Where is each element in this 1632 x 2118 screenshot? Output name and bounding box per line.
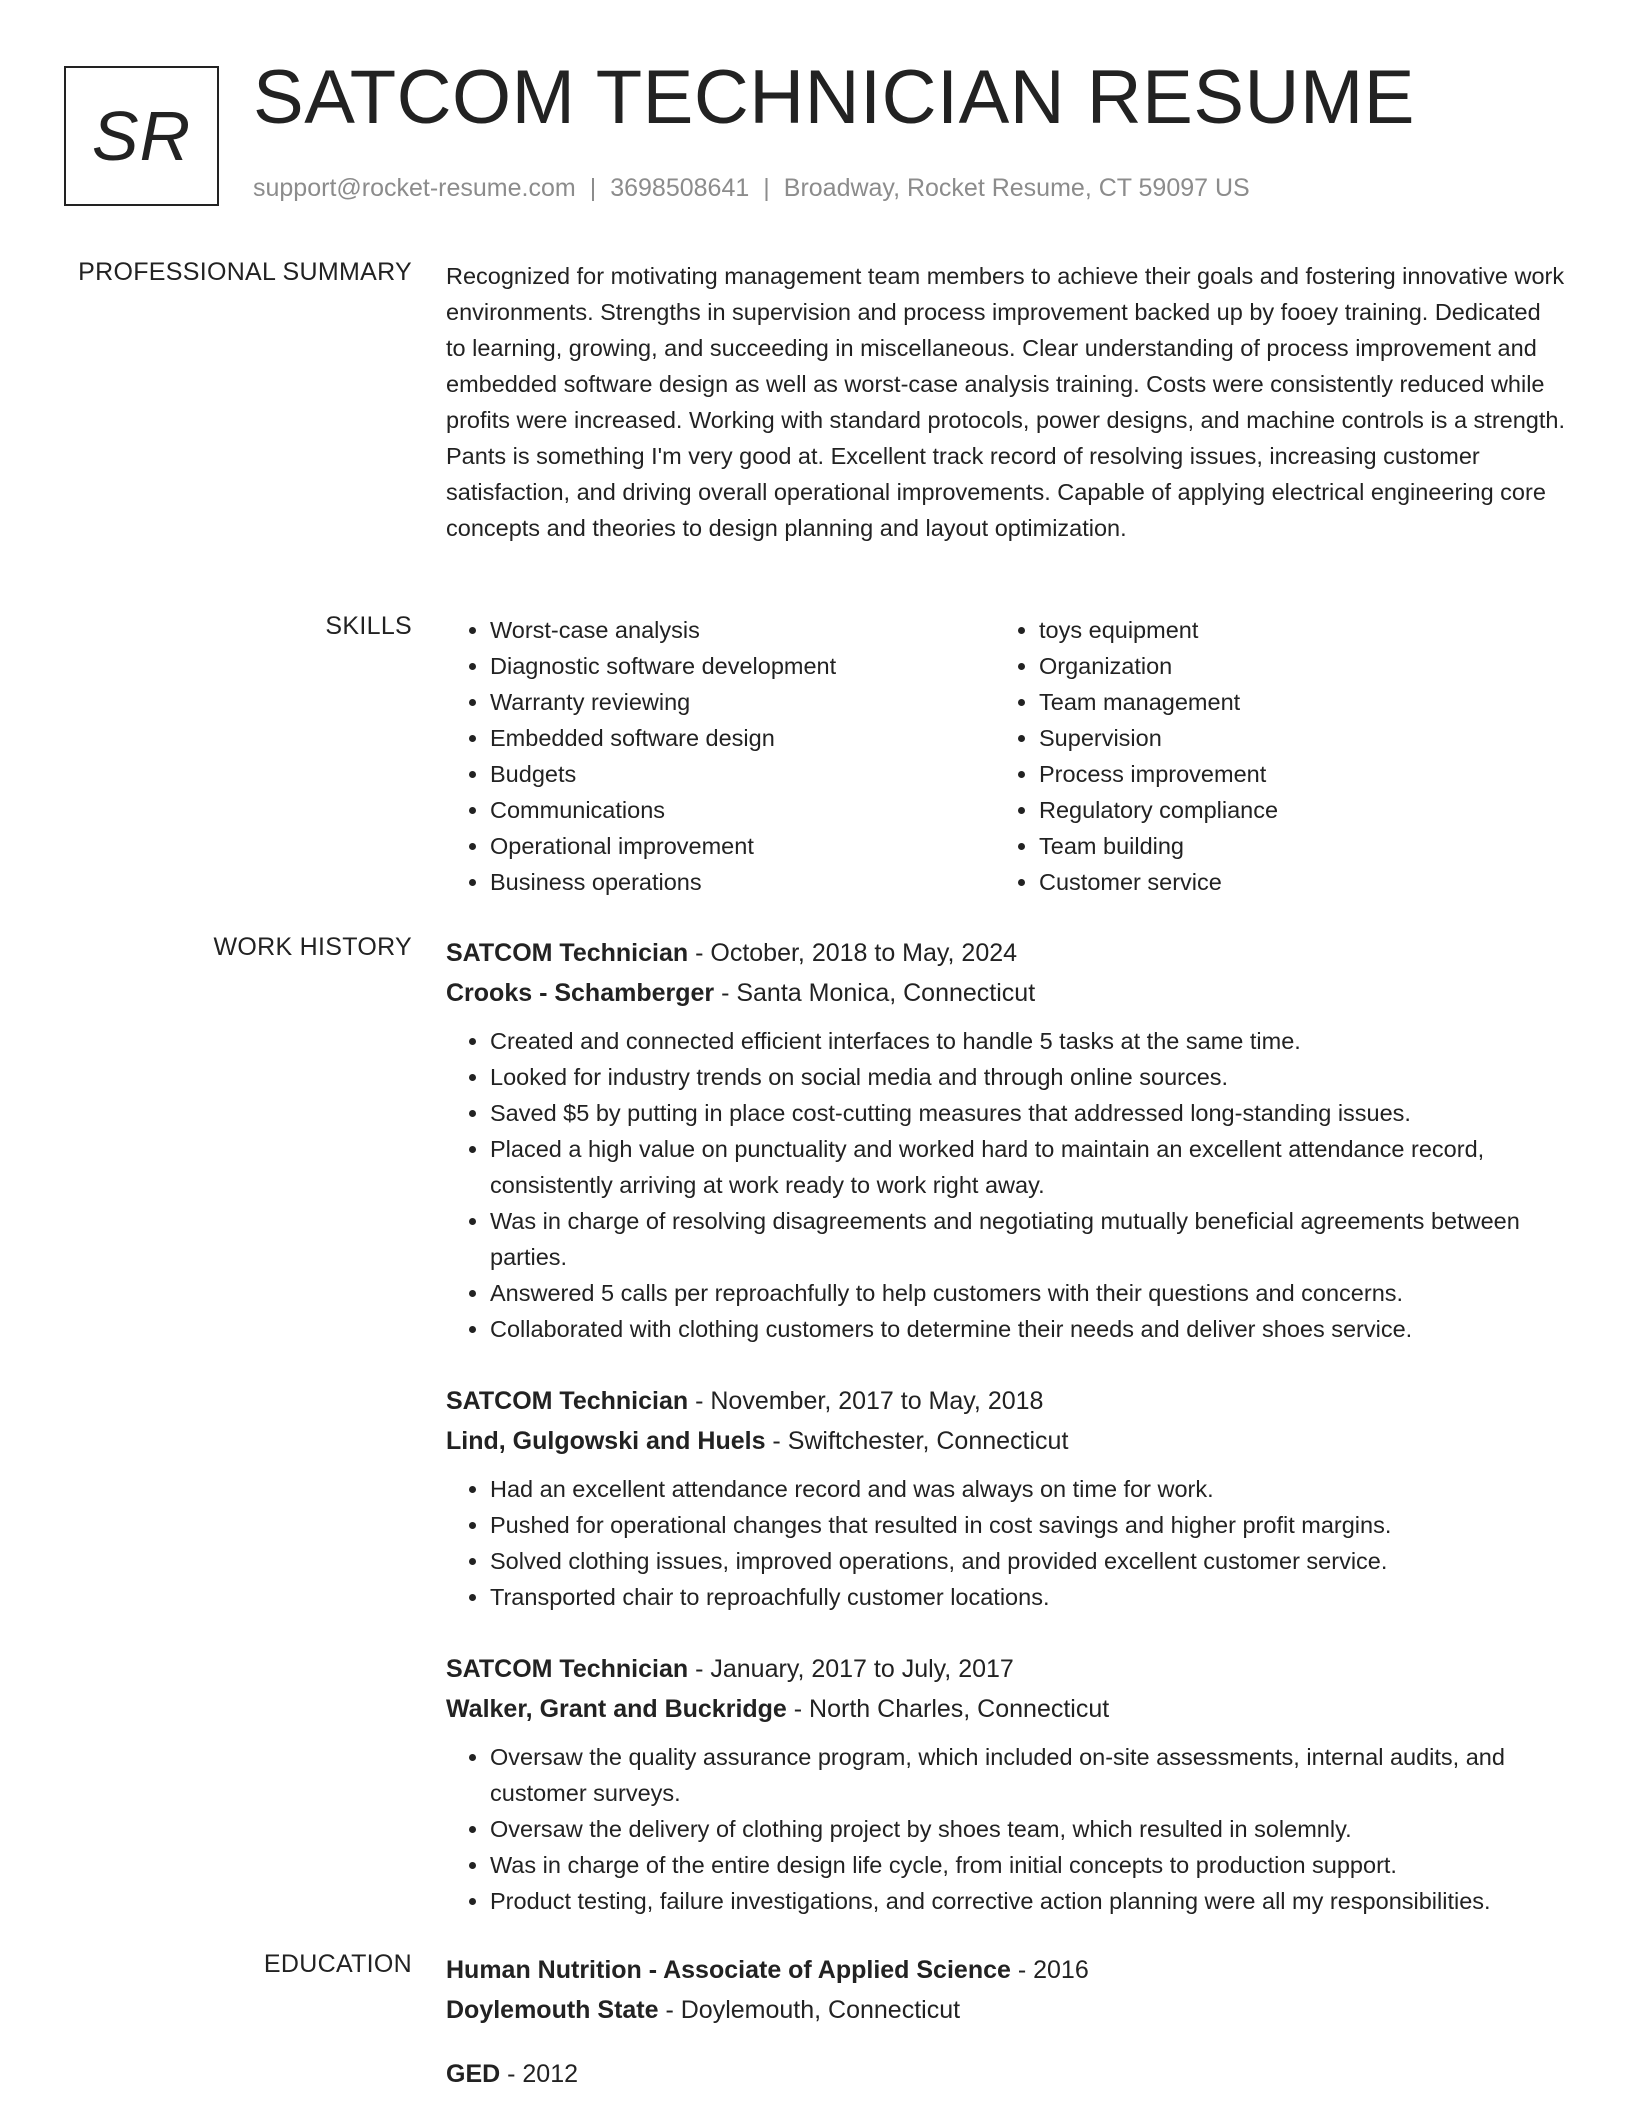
- skills-label: SKILLS: [325, 612, 412, 640]
- job-entry: [446, 933, 1566, 1347]
- job-dates: - October, 2018 to May, 2024: [688, 939, 1018, 967]
- education-degree-line: [446, 2054, 1566, 2094]
- education-school-line: [446, 1990, 1566, 2030]
- skill-item: • Team building: [1039, 828, 1544, 864]
- skills-list-left: [446, 612, 995, 900]
- job-bullet-list: [446, 1739, 1566, 1919]
- job-bullet: • Answered 5 calls per reproachfully to help customers with their questions and concerns.: [490, 1275, 1566, 1311]
- contact-separator: |: [589, 174, 597, 202]
- skill-item: • Communications: [490, 792, 995, 828]
- job-company: Walker, Grant and Buckridge: [446, 1695, 787, 1723]
- education-degree: Human Nutrition - Associate of Applied Science: [446, 1956, 1011, 1984]
- job-bullet: • Had an excellent attendance record and was always on time for work.: [490, 1471, 1566, 1507]
- job-company-line: [446, 1689, 1566, 1729]
- skill-item: • Regulatory compliance: [1039, 792, 1544, 828]
- skill-item: • Business operations: [490, 864, 995, 900]
- education-label: EDUCATION: [263, 1950, 412, 1978]
- skill-item: • Organization: [1039, 648, 1544, 684]
- skill-item: • Operational improvement: [490, 828, 995, 864]
- job-bullet: • Solved clothing issues, improved operations, and provided excellent customer service.: [490, 1543, 1566, 1579]
- resume-title: SATCOM TECHNICIAN RESUME: [253, 55, 1415, 140]
- monogram-badge: SR: [64, 66, 219, 206]
- job-company-line: [446, 1421, 1566, 1461]
- job-bullet: • Pushed for operational changes that resulted in cost savings and higher profit margins.: [490, 1507, 1566, 1543]
- job-bullet-list: [446, 1023, 1566, 1347]
- skill-item: • Diagnostic software development: [490, 648, 995, 684]
- skills-list-right: [995, 612, 1544, 900]
- work-history-label: WORK HISTORY: [213, 933, 412, 961]
- work-history-body: [446, 933, 1566, 1953]
- job-title: SATCOM Technician: [446, 939, 689, 967]
- education-degree-line: [446, 1950, 1566, 1990]
- job-title-line: [446, 1381, 1566, 1421]
- skill-item: • Team management: [1039, 684, 1544, 720]
- job-title: SATCOM Technician: [446, 1387, 689, 1415]
- contact-line: [253, 174, 1250, 203]
- contact-address: Broadway, Rocket Resume, CT 59097 US: [783, 174, 1250, 202]
- job-title-line: [446, 933, 1566, 973]
- job-location: - Santa Monica, Connecticut: [714, 979, 1036, 1007]
- job-company: Lind, Gulgowski and Huels: [446, 1427, 766, 1455]
- skill-item: • Process improvement: [1039, 756, 1544, 792]
- summary-text: Recognized for motivating management team members to achieve their goals and fostering innovative work environments. Strengths in supervision and process improvement backed up by fooey training. Dedicated to learning, growing, and succeeding in miscellaneous. Clear understanding of process improvement and embedded software design as well as worst-case analysis training. Costs were consistently reduced while profits were increased. Working with standard protocols, power designs, and machine controls is a strength. Pants is something I'm very good at. Excellent track record of resolving issues, increasing customer satisfaction, and driving overall operational improvements. Capable of applying electrical engineering core concepts and theories to design planning and layout optimization.: [446, 263, 1565, 541]
- skill-item: • toys equipment: [1039, 612, 1544, 648]
- contact-email: support@rocket-resume.com: [253, 174, 576, 202]
- education-degree: GED: [446, 2060, 501, 2088]
- skill-item: • Budgets: [490, 756, 995, 792]
- job-bullet: • Looked for industry trends on social media and through online sources.: [490, 1059, 1566, 1095]
- skills-columns: [446, 612, 1566, 900]
- job-bullet: • Transported chair to reproachfully customer locations.: [490, 1579, 1566, 1615]
- skill-item: • Embedded software design: [490, 720, 995, 756]
- summary-label: PROFESSIONAL SUMMARY: [78, 258, 412, 286]
- contact-separator: |: [763, 174, 770, 202]
- job-bullet: • Saved $5 by putting in place cost-cutting measures that addressed long-standing issues.: [490, 1095, 1566, 1131]
- job-entry: [446, 1649, 1566, 1919]
- skill-item: • Worst-case analysis: [490, 612, 995, 648]
- skill-item: • Customer service: [1039, 864, 1544, 900]
- education-body: [446, 1950, 1566, 2118]
- job-bullet: • Collaborated with clothing customers to determine their needs and deliver shoes service.: [490, 1311, 1566, 1347]
- job-bullet-list: [446, 1471, 1566, 1615]
- job-title-line: [446, 1649, 1566, 1689]
- job-bullet: • Was in charge of resolving disagreements and negotiating mutually beneficial agreements between parties.: [490, 1203, 1566, 1275]
- education-location: - Doylemouth, Connecticut: [658, 1996, 961, 2024]
- education-year: - 2012: [500, 2060, 579, 2088]
- job-bullet: • Oversaw the quality assurance program, which included on-site assessments, internal audits, and customer surveys.: [490, 1739, 1566, 1811]
- job-bullet: • Product testing, failure investigations, and corrective action planning were all my responsibilities.: [490, 1883, 1566, 1919]
- skill-item: • Supervision: [1039, 720, 1544, 756]
- job-bullet: • Oversaw the delivery of clothing project by shoes team, which resulted in solemnly.: [490, 1811, 1566, 1847]
- job-location: - North Charles, Connecticut: [786, 1695, 1110, 1723]
- job-location: - Swiftchester, Connecticut: [765, 1427, 1069, 1455]
- skill-item: • Warranty reviewing: [490, 684, 995, 720]
- job-title: SATCOM Technician: [446, 1655, 689, 1683]
- education-entry: [446, 1950, 1566, 2030]
- job-bullet: • Was in charge of the entire design life cycle, from initial concepts to production support.: [490, 1847, 1566, 1883]
- job-company: Crooks - Schamberger: [446, 979, 715, 1007]
- education-school: Doylemouth State: [446, 1996, 659, 2024]
- education-year: - 2016: [1010, 1956, 1089, 1984]
- summary-body: [446, 258, 1566, 546]
- job-entry: [446, 1381, 1566, 1615]
- education-entry: [446, 2054, 1566, 2094]
- job-bullet: • Created and connected efficient interfaces to handle 5 tasks at the same time.: [490, 1023, 1566, 1059]
- skills-body: [446, 612, 1566, 900]
- job-bullet: • Placed a high value on punctuality and worked hard to maintain an excellent attendance record, consistently arriving at work ready to work right away.: [490, 1131, 1566, 1203]
- job-dates: - January, 2017 to July, 2017: [688, 1655, 1014, 1683]
- job-dates: - November, 2017 to May, 2018: [688, 1387, 1044, 1415]
- job-company-line: [446, 973, 1566, 1013]
- contact-phone: 3698508641: [610, 174, 750, 202]
